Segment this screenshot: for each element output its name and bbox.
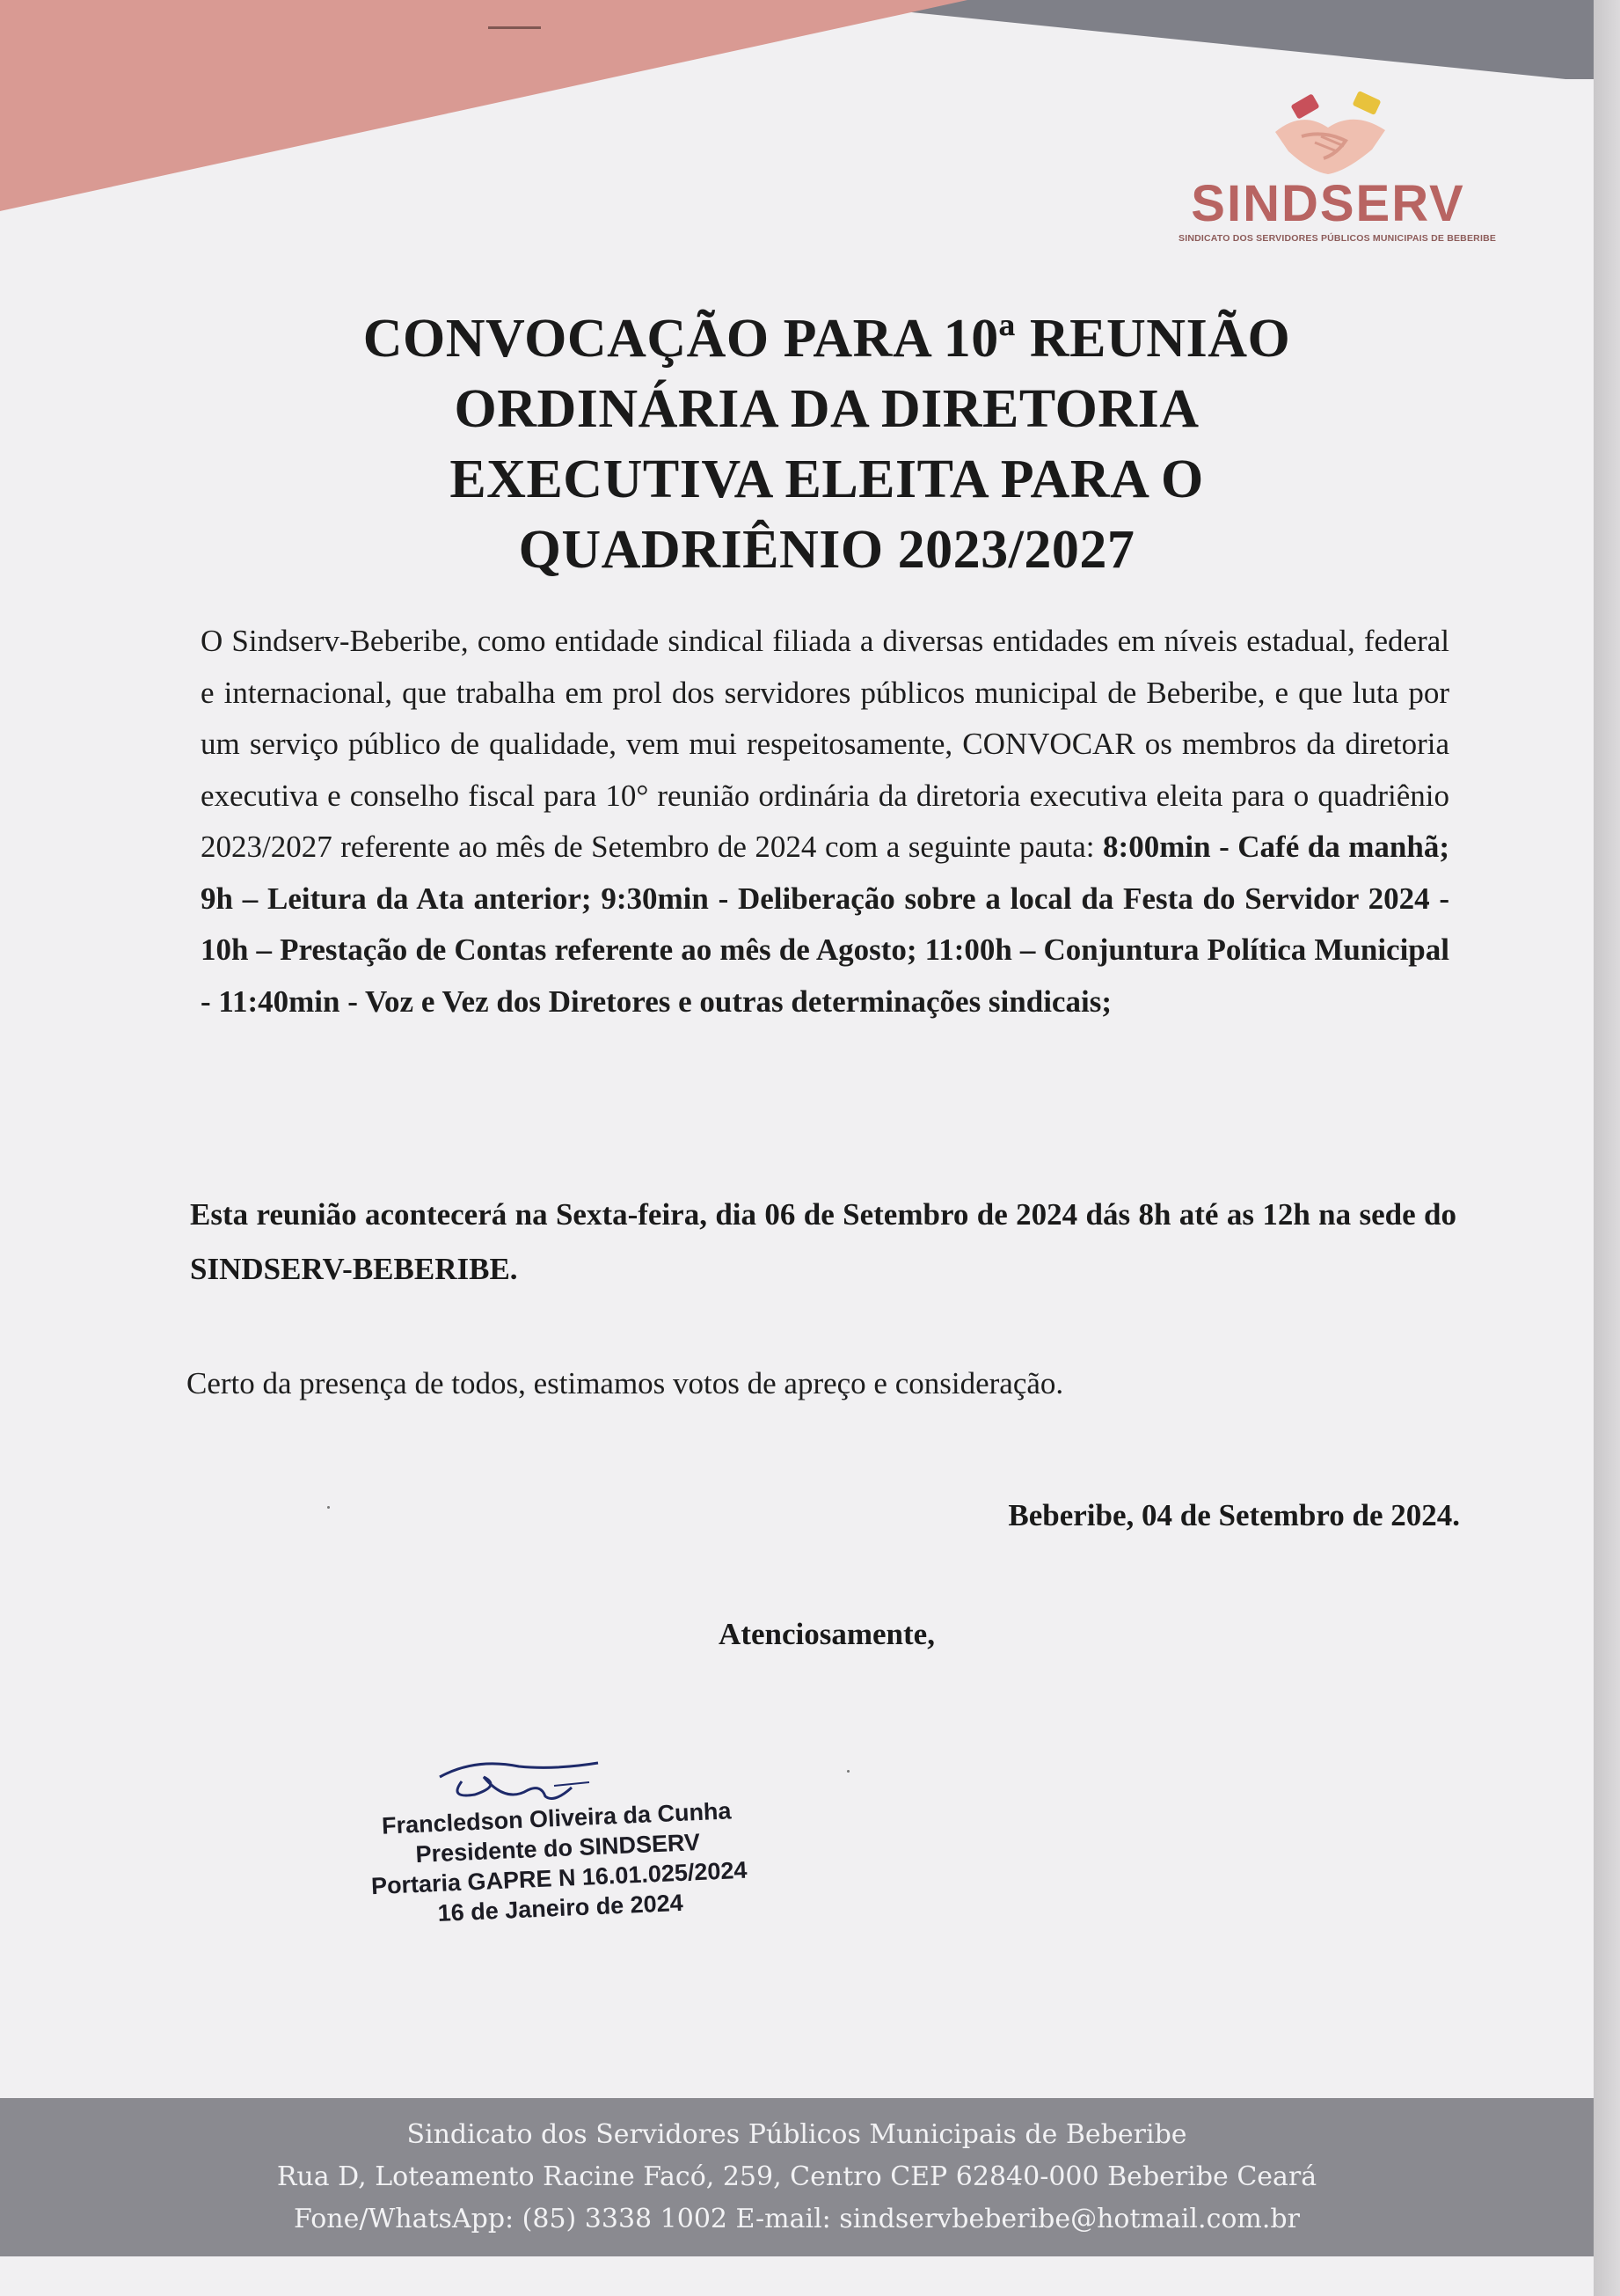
footer-line: Fone/WhatsApp: (85) 3338 1002 E-mail: sindservbeberibe@hotmail.com.br	[294, 2204, 1300, 2234]
footer-line: Rua D, Loteamento Racine Facó, 259, Centro CEP 62840-000 Beberibe Ceará	[276, 2161, 1317, 2192]
sindserv-logo	[1179, 88, 1497, 244]
meeting-info: Esta reunião acontecerá na Sexta-feira, dia 06 de Setembro de 2024 dás 8h até as 12h na sede do SINDSERV-BEBERIBE.	[190, 1197, 1456, 1286]
ink-mark	[488, 26, 541, 29]
handshake-icon	[1240, 88, 1416, 176]
title-line: CONVOCAÇÃO PARA 10ª REUNIÃO	[362, 309, 1291, 369]
stamp-line: Presidente do SINDSERV	[414, 1828, 701, 1868]
stamp-line: Portaria GAPRE N 16.01.025/2024	[370, 1856, 748, 1900]
page-edge	[1594, 0, 1620, 2296]
intro-text: O Sindserv-Beberibe, como entidade sindical filiada a diversas entidades em níveis estadual, federal e internacional, que trabalha em prol dos servidores públicos municipal de Beberibe, e que luta por um serviço público de qualidade, vem mui respeitosamente, CONVOCAR os membros da diretoria executiva e conselho fiscal para 10° reunião ordinária da diretoria executiva eleita para o quadriênio 2023/2027 referente ao mês de Setembro de 2024 com a seguinte pauta:	[201, 624, 1449, 864]
closing-text: Certo da presença de todos, estimamos votos de apreço e consideração.	[186, 1366, 1064, 1400]
title-line: ORDINÁRIA DA DIRETORIA	[454, 379, 1200, 439]
speck	[847, 1770, 850, 1773]
stamp-line: Francledson Oliveira da Cunha	[381, 1797, 733, 1839]
stamp-line: 16 de Janeiro de 2024	[437, 1889, 684, 1927]
title-line: EXECUTIVA ELEITA PARA O	[449, 450, 1204, 509]
body-paragraph	[201, 616, 1449, 1027]
document-title	[264, 303, 1390, 585]
logo-subtitle: SINDICATO DOS SERVIDORES PÚBLICOS MUNICIPAIS DE BEBERIBE	[1179, 233, 1497, 244]
footer	[0, 2098, 1594, 2256]
title-line: QUADRIÊNIO 2023/2027	[518, 520, 1135, 580]
date-line: Beberibe, 04 de Setembro de 2024.	[1008, 1498, 1460, 1532]
footer-line: Sindicato dos Servidores Públicos Municipais de Beberibe	[406, 2119, 1187, 2150]
signature-stamp	[354, 1795, 763, 1932]
regards: Atenciosamente,	[719, 1617, 935, 1651]
speck	[327, 1506, 330, 1509]
logo-name: SINDSERV	[1191, 175, 1465, 232]
agenda-text: 8:00min - Café da manhã; 9h – Leitura da Ata anterior; 9:30min - Deliberação sobre a local da Festa do Servidor 2024 - 10h – Prestação de Contas referente ao mês de Agosto; 11:00h – Conjuntura Política Municipal - 11:40min - Voz e Vez dos Diretores e outras determinações sindicais;	[201, 830, 1450, 1019]
header-pink-band	[0, 0, 967, 229]
